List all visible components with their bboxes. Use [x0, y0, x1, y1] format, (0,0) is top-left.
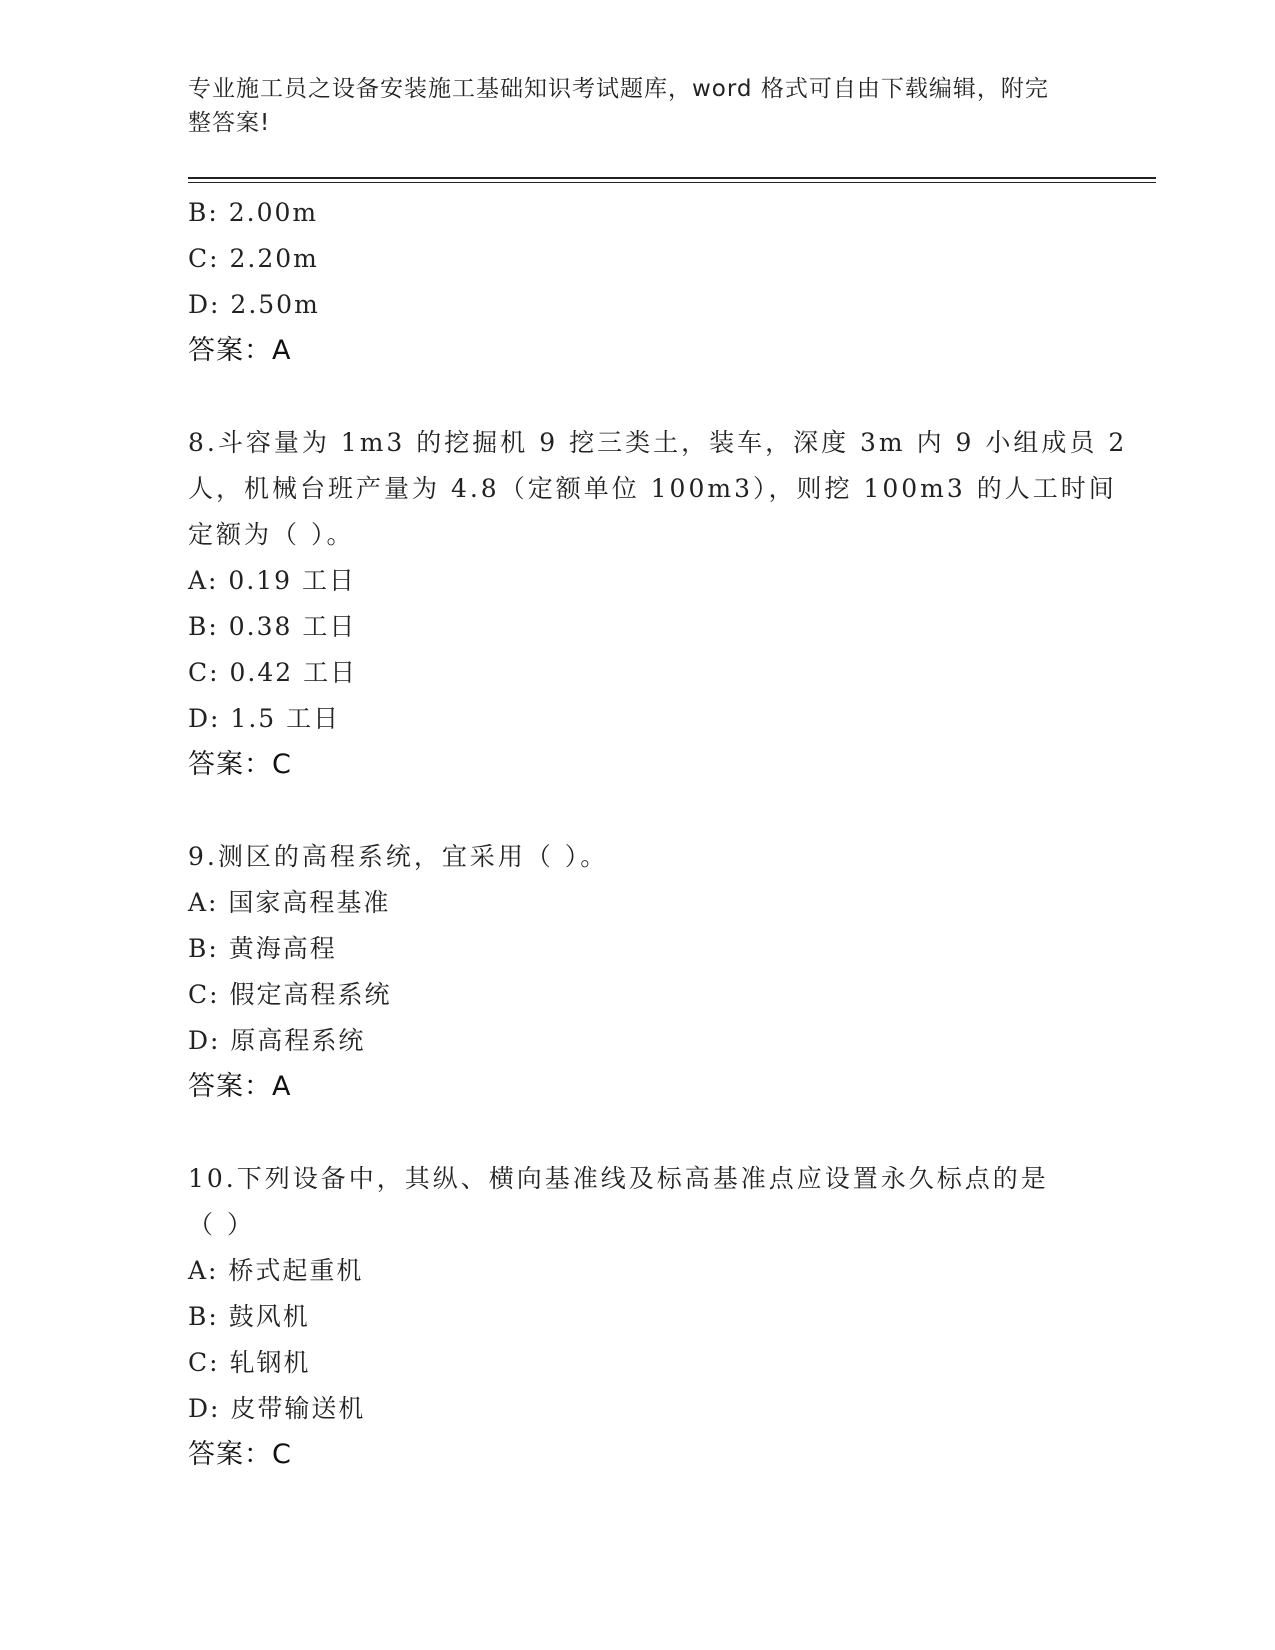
option-d: D: 1.5 工日 — [188, 704, 341, 733]
question-10 — [188, 1156, 1088, 1478]
question-8 — [188, 420, 1128, 788]
question-text-line: 9.测区的高程系统，宜采用（ ）。 — [188, 842, 609, 871]
option-c: C: 0.42 工日 — [188, 658, 358, 687]
question-text-line: 10.下列设备中，其纵、横向基准线及标高基准点应设置永久标点的是 — [188, 1164, 1049, 1193]
question-list — [188, 190, 1128, 1478]
header-divider-thick — [188, 177, 1156, 179]
header-divider-thin — [188, 182, 1156, 183]
document-header — [188, 72, 1068, 140]
answer-line: 答案：A — [188, 1071, 292, 1102]
option-b: B: 鼓风机 — [188, 1302, 310, 1331]
option-d: D: 原高程系统 — [188, 1026, 366, 1055]
option-a: A: 0.19 工日 — [188, 566, 357, 595]
option-b: B: 0.38 工日 — [188, 612, 357, 641]
answer-line: 答案：C — [188, 1439, 292, 1470]
option-b: B: 2.00m — [188, 198, 319, 227]
option-c: C: 轧钢机 — [188, 1348, 311, 1377]
header-line-1: 专业施工员之设备安装施工基础知识考试题库，word 格式可自由下载编辑，附完 — [188, 76, 1049, 102]
question-text-line: 人，机械台班产量为 4.8（定额单位 100m3），则挖 100m3 的人工时间 — [188, 474, 1117, 503]
option-c: C: 假定高程系统 — [188, 980, 392, 1009]
option-a: A: 国家高程基准 — [188, 888, 391, 917]
question-text-line: 定额为（ ）。 — [188, 520, 355, 549]
answer-line: 答案：A — [188, 335, 292, 366]
question-text-line: （ ） — [188, 1210, 255, 1239]
answer-line: 答案：C — [188, 749, 292, 780]
question-text-line: 8.斗容量为 1m3 的挖掘机 9 挖三类土，装车，深度 3m 内 9 小组成员 2 — [188, 428, 1128, 457]
option-d: D: 2.50m — [188, 290, 320, 319]
option-a: A: 桥式起重机 — [188, 1256, 364, 1285]
option-b: B: 黄海高程 — [188, 934, 337, 963]
option-c: C: 2.20m — [188, 244, 319, 273]
question-7-tail — [188, 190, 1088, 374]
header-line-2: 整答案! — [188, 110, 271, 136]
option-d: D: 皮带输送机 — [188, 1394, 366, 1423]
question-9 — [188, 834, 1088, 1110]
